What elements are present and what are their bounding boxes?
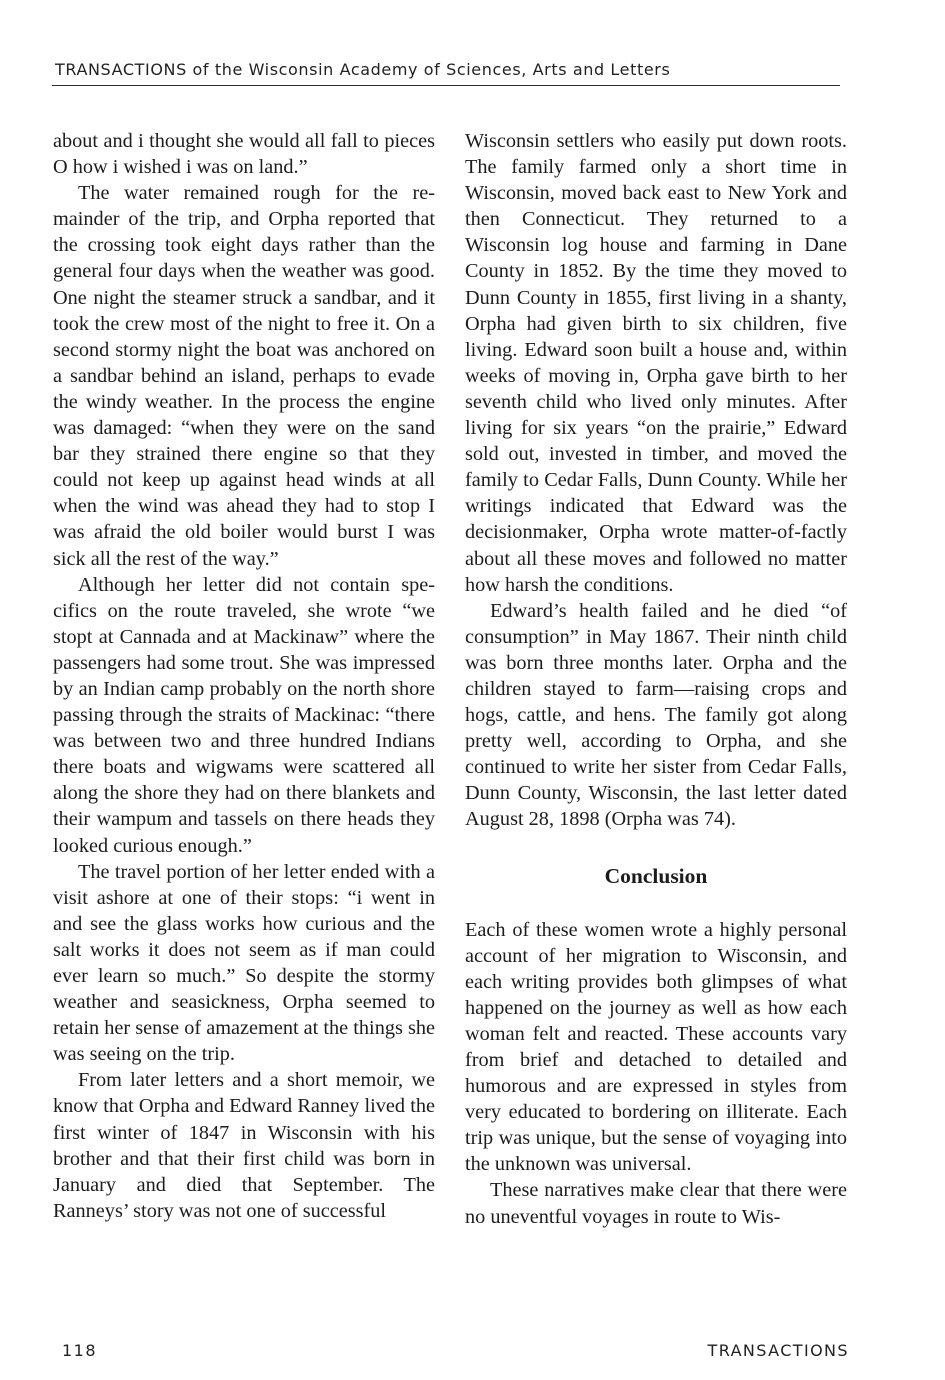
header-rule [52,85,840,86]
paragraph: The water remained rough for the remainder of the trip, and Orpha reported that the crossing took eight days rather than the general four days when the weather was good. One night the steamer struck a sandbar, and it took the crew most of the night to free it. On a second stormy night the boat was anchored on a sandbar behind an island, perhaps to evade the windy weather. In the process the engine was damaged: “when they were on the sand bar they strained there engine so that they could not keep up against head winds at all when the wind was ahead they had to stop I was afraid the old boiler would burst I was sick all the rest of the way.” [53,182,435,570]
paragraph: Wisconsin settlers who easily put down roots. The family farmed only a short time in Wisconsin, moved back east to New York and then Connecticut. They returned to a Wisconsin log house and farming in Dane County in 1852. By the time they moved to Dunn County in 1855, first living in a shanty, Orpha had given birth to six children, five living. Edward soon built a house and, within weeks of moving in, Orpha gave birth to her seventh child who lived only minutes. After living for six years “on the prairie,” Edward sold out, invested in timber, and moved the family to Cedar Falls, Dunn County. While her writings indicated that Edward was the decisionmaker, Orpha wrote matter-of-factly about all these moves and followed no matter how harsh the conditions. [465,130,847,596]
page-number: 118 [62,1341,98,1360]
paragraph: Each of these women wrote a highly personal account of her migration to Wisconsin, and each writing provides both glimpses of what happened on the journey as well as how each woman felt and reacted. These accounts vary from brief and detached to detailed and humorous and are expressed in styles from very educated to bordering on illiterate. Each trip was unique, but the sense of voyaging into the unknown was universal. [465,918,847,1176]
paragraph: The travel portion of her letter ended with a visit ashore at one of their stops: “i went in and see the glass works how curious and the salt works it does not seem as if man could ever learn so much.” So despite the stormy weather and seasickness, Orpha seemed to retain her sense of amazement at the things she was seeing on the trip. [53,860,435,1066]
right-column [465,128,847,1230]
paragraph: Edward’s health failed and he died “of consumption” in May 1867. Their ninth child was born three months later. Orpha and the children stayed to farm—raising crops and hogs, cattle, and hens. The family got along pretty well, according to Orpha, and she continued to write her sister from Cedar Falls, Dunn County, Wisconsin, the last letter dated August 28, 1898 (Orpha was 74). [465,599,847,831]
section-heading-conclusion: Conclusion [604,863,708,888]
paragraph: These narratives make clear that there were no uneventful voyages in route to Wis- [465,1179,847,1228]
paragraph: From later letters and a short memoir, we know that Orpha and Edward Ranney lived the first winter of 1847 in Wisconsin with his brother and that their first child was born in January and died that September. The Ranneys’ story was not one of successful [53,1069,435,1222]
footer-journal-name: TRANSACTIONS [707,1341,849,1360]
running-head: TRANSACTIONS of the Wisconsin Academy of Sciences, Arts and Letters [55,60,671,79]
left-column [53,128,435,1224]
paragraph: Although her letter did not contain specifics on the route traveled, she wrote “we stopt at Cannada and at Mackinaw” where the passengers had some trout. She was impressed by an Indian camp probably on the north shore passing through the straits of Mackinac: “there was between two and three hundred Indians there boats and wigwams were scattered all along the shore they had on there blankets and their wampum and tassels on there heads they looked curious enough.” [53,573,435,857]
paragraph: about and i thought she would all fall to pieces O how i wished i was on land.” [53,130,435,179]
